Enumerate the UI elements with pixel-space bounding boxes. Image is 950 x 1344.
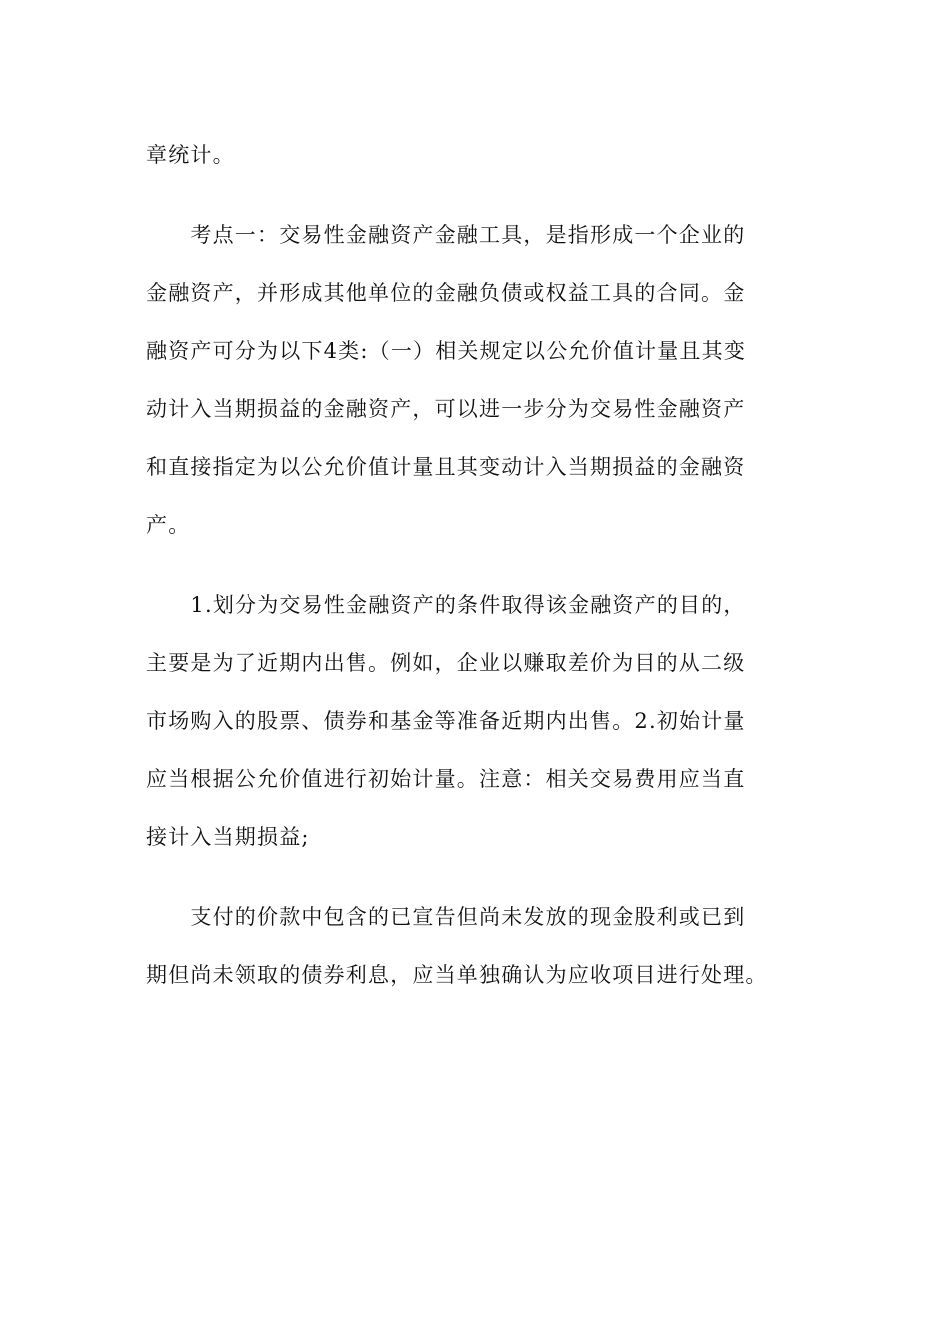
paragraph-1 xyxy=(146,126,808,184)
text-line: 市场购入的股票、债券和基金等准备近期内出售。2.初始计量 xyxy=(146,709,746,733)
paragraph-gap xyxy=(146,866,808,888)
text-line: 支付的价款中包含的已宣告但尚未发放的现金股利或已到 xyxy=(146,905,746,929)
text-line: 产。 xyxy=(146,513,191,537)
paragraph-3 xyxy=(146,576,808,866)
text-line: 金融资产，并形成其他单位的金融负债或权益工具的合同。金 xyxy=(146,281,746,305)
text-line: 和直接指定为以公允价值计量且其变动计入当期损益的金融资 xyxy=(146,455,746,479)
text-line: 主要是为了近期内出售。例如，企业以赚取差价为目的从二级 xyxy=(146,651,746,675)
text-line: 章统计。 xyxy=(146,143,235,167)
text-line: 期但尚未领取的债券利息，应当单独确认为应收项目进行处理。 xyxy=(146,963,768,987)
text-line: 接计入当期损益; xyxy=(146,825,310,849)
text-line: 融资产可分为以下4类:（一）相关规定以公允价值计量且其变 xyxy=(146,339,747,363)
document-page xyxy=(146,126,808,1004)
paragraph-2 xyxy=(146,206,808,554)
paragraph-4 xyxy=(146,888,808,1004)
text-line: 考点一：交易性金融资产金融工具，是指形成一个企业的 xyxy=(146,223,746,247)
text-line: 应当根据公允价值进行初始计量。注意：相关交易费用应当直 xyxy=(146,767,746,791)
paragraph-gap xyxy=(146,184,808,206)
text-line: 动计入当期损益的金融资产，可以进一步分为交易性金融资产 xyxy=(146,397,746,421)
text-line: 1.划分为交易性金融资产的条件取得该金融资产的目的， xyxy=(146,593,746,617)
paragraph-gap xyxy=(146,554,808,576)
